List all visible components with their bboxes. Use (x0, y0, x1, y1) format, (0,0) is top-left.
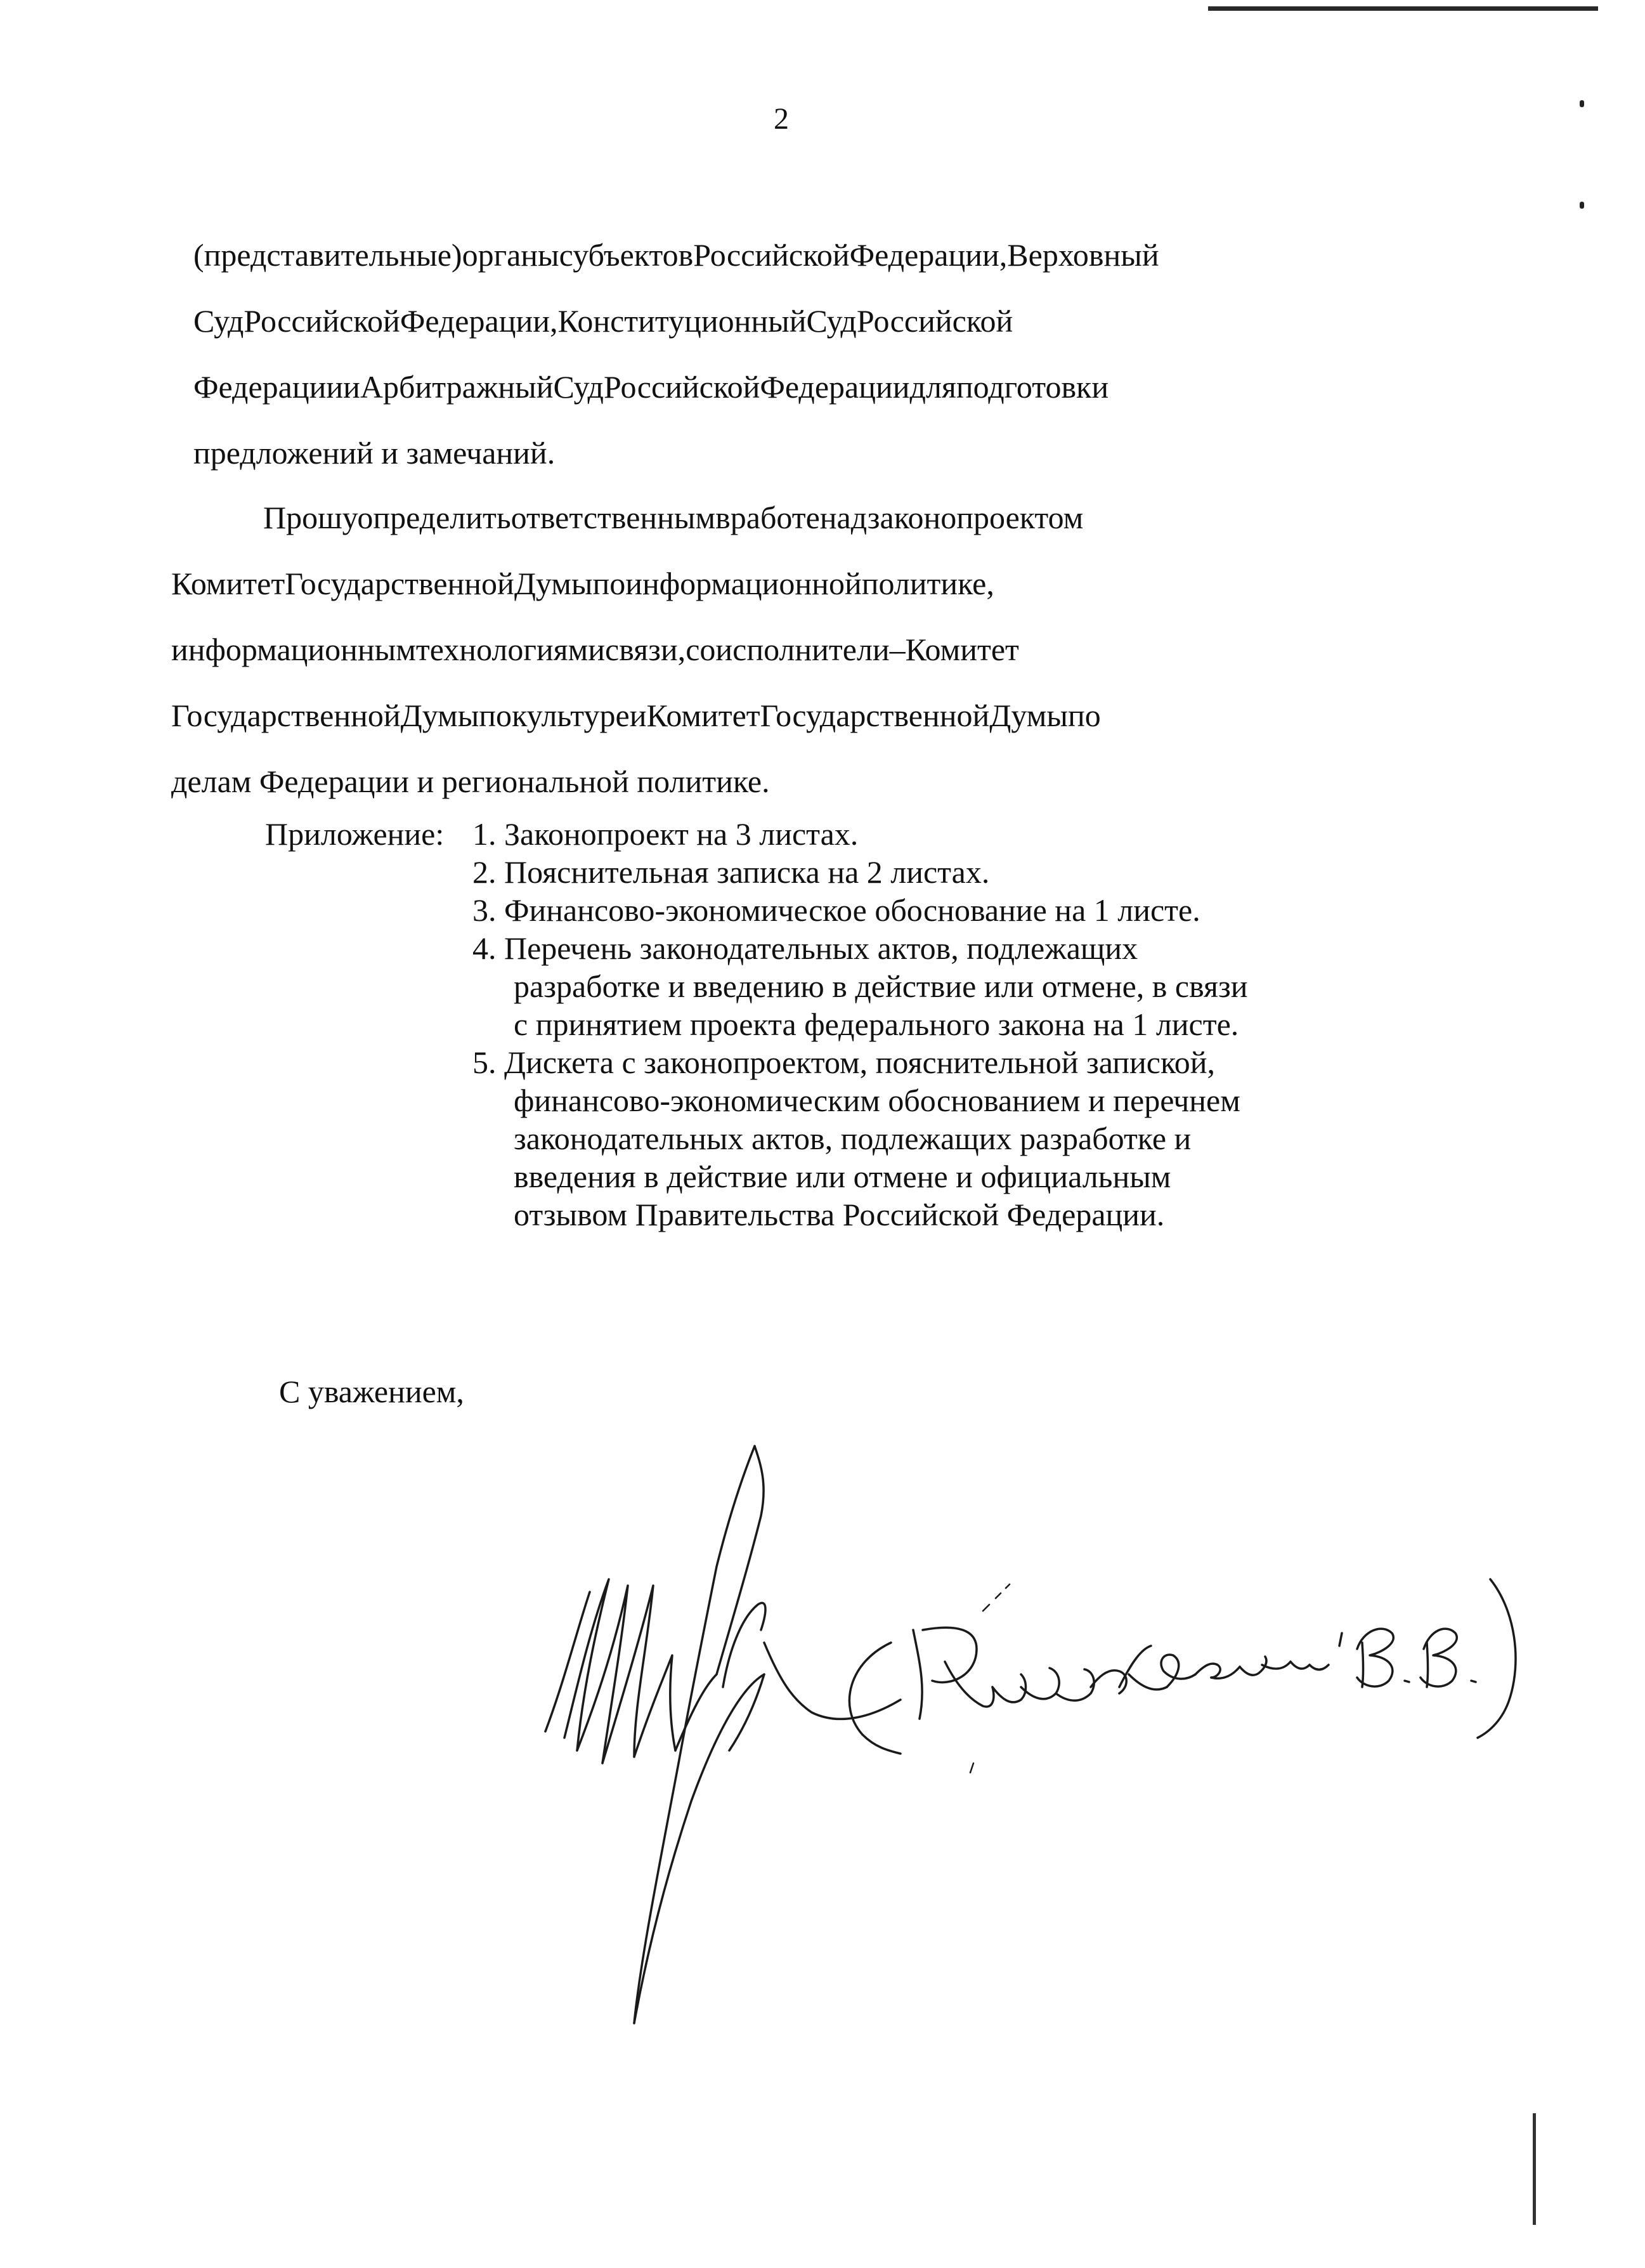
text-line: информационнымтехнологиямисвязи,соисполнители–Комитет (171, 632, 1019, 667)
text-line: КомитетГосударственнойДумыпоинформационнойполитике, (171, 566, 994, 601)
attachment-line-continued: с принятием проекта федерального закона на 1 листе. (514, 1007, 1239, 1042)
attachment-number: 5. (472, 1045, 497, 1080)
text-line: Прошуопределитьответственнымвработенадзаконопроектом (263, 500, 1084, 535)
attachment-line: 2. Пояснительная записка на 2 листах. (472, 854, 990, 890)
attachment-line: 5. Дискета с законопроектом, пояснительной запиской, (472, 1045, 1215, 1080)
attachment-number: 1. (472, 816, 497, 852)
scan-edge-line-top (1208, 6, 1598, 11)
text-line: СудРоссийскойФедерации,КонституционныйСудРоссийской (193, 303, 1013, 339)
text-line: ФедерациииАрбитражныйСудРоссийскойФедерациидляподготовки (193, 369, 1109, 405)
scan-speck (1580, 202, 1584, 209)
text-line: ГосударственнойДумыпокультуреиКомитетГосударственнойДумыпо (171, 698, 1101, 733)
attachment-number: 2. (472, 854, 497, 890)
closing-salutation: С уважением, (279, 1374, 464, 1409)
attachments-label: Приложение: (265, 816, 445, 852)
signature (539, 1421, 1528, 2106)
attachment-line-continued: введения в действие или отмене и официальным (514, 1159, 1171, 1194)
text-line: (представительные)органысубъектовРоссийскойФедерации,Верховный (193, 237, 1159, 273)
attachment-line: 3. Финансово-экономическое обоснование на 1 листе. (472, 892, 1200, 928)
attachment-line-continued: законодательных актов, подлежащих разработке и (514, 1121, 1192, 1156)
attachment-line-continued: финансово-экономическим обоснованием и перечнем (514, 1083, 1240, 1118)
scan-speck (1580, 100, 1584, 107)
attachment-line-continued: разработке и введению в действие или отмене, в связи (514, 968, 1248, 1004)
scan-edge-line-right (1533, 2113, 1536, 2225)
attachments-list (472, 815, 1248, 1234)
attachment-item (472, 929, 1248, 1043)
page-number: 2 (774, 102, 789, 136)
attachment-number: 4. (472, 930, 497, 966)
attachment-line-continued: отзывом Правительства Российской Федерации. (514, 1197, 1165, 1232)
attachment-number: 3. (472, 892, 497, 928)
attachment-item (472, 815, 1248, 853)
attachment-item (472, 1043, 1248, 1234)
attachment-item (472, 853, 1248, 891)
attachment-item (472, 891, 1248, 929)
text-line: делам Федерации и региональной политике. (171, 764, 770, 799)
paragraph-continuation (193, 222, 1392, 486)
attachment-line: 1. Законопроект на 3 листах. (472, 816, 859, 852)
attachment-line: 4. Перечень законодательных актов, подлежащих (472, 930, 1138, 966)
text-line: предложений и замечаний. (193, 435, 556, 471)
paragraph-request (171, 485, 1392, 814)
